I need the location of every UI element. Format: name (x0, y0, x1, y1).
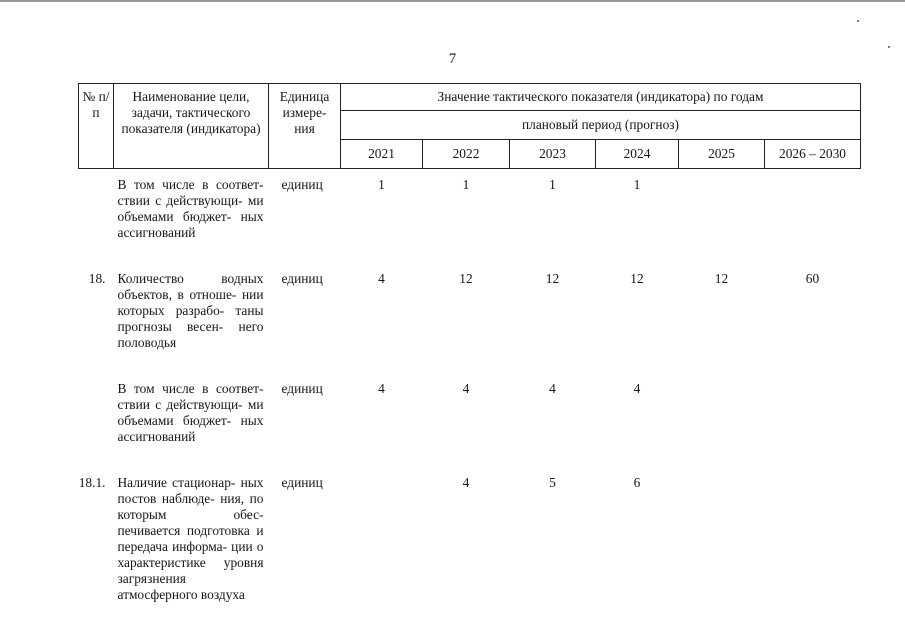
table-body (79, 169, 861, 620)
row-name: В том числе в соответ- ствии с действующи- ми объемами бюджет- ных ассигнований (117, 177, 264, 240)
row-value (765, 367, 861, 461)
header-values: Значение тактического показателя (индикатора) по годам (341, 84, 861, 111)
row-value: 5 (549, 475, 556, 490)
row-name: В том числе в соответ- ствии с действующи- ми объемами бюджет- ных ассигнований (117, 381, 264, 444)
row-value: 1 (549, 177, 556, 192)
row-value (765, 461, 861, 619)
row-unit: единиц (281, 381, 323, 396)
table-header (79, 84, 861, 169)
indicators-table (78, 83, 861, 619)
row-name: Количество водных объектов, в отноше- нии которых разрабо- таны прогнозы весен- него половодья (117, 271, 264, 350)
row-value: 4 (462, 381, 470, 396)
row-value: 1 (462, 177, 470, 192)
row-value: 1 (633, 177, 641, 192)
row-value: 60 (805, 271, 820, 286)
row-unit: единиц (281, 271, 323, 286)
header-year: 2024 (596, 140, 679, 169)
row-value: 4 (378, 381, 385, 396)
row-value: 1 (378, 177, 385, 192)
scan-speck (857, 20, 859, 22)
header-year: 2023 (510, 140, 596, 169)
table-row (79, 461, 861, 619)
header-number: № п/п (79, 84, 114, 169)
header-planning-period: плановый период (прогноз) (341, 111, 861, 140)
row-value: 12 (459, 271, 473, 286)
table-row (79, 367, 861, 461)
row-value (341, 461, 423, 619)
header-year: 2025 (679, 140, 765, 169)
scan-speck (888, 46, 890, 48)
header-year: 2021 (341, 140, 423, 169)
row-number (79, 367, 114, 461)
table-row (79, 169, 861, 258)
row-value (679, 461, 765, 619)
row-value: 4 (462, 475, 470, 490)
row-unit: единиц (281, 475, 323, 490)
scan-edge (0, 0, 905, 2)
page-number: 7 (448, 51, 457, 67)
row-value: 4 (633, 381, 641, 396)
header-year: 2026 – 2030 (765, 140, 861, 169)
header-name: Наименование цели, задачи, тактического показателя (индикатора) (114, 84, 269, 169)
row-value: 12 (714, 271, 729, 286)
row-value (679, 367, 765, 461)
row-value: 4 (549, 381, 556, 396)
header-year: 2022 (423, 140, 510, 169)
table-row (79, 257, 861, 367)
header-unit: Единица измере- ния (269, 84, 341, 169)
row-value: 12 (545, 271, 560, 286)
row-name: Наличие стационар- ных постов наблюде- ния, по которым обес- печивается подготовка и передача информа- ции о характеристике уровня загрязнения атмосферного воздуха (117, 475, 264, 602)
row-unit: единиц (281, 177, 323, 192)
row-number: 18. (88, 271, 106, 286)
row-value (679, 169, 765, 258)
row-value: 6 (633, 475, 641, 490)
row-value: 4 (378, 271, 385, 286)
row-number (79, 169, 114, 258)
row-number: 18.1. (78, 475, 106, 490)
row-value: 12 (630, 271, 644, 286)
row-value (765, 169, 861, 258)
